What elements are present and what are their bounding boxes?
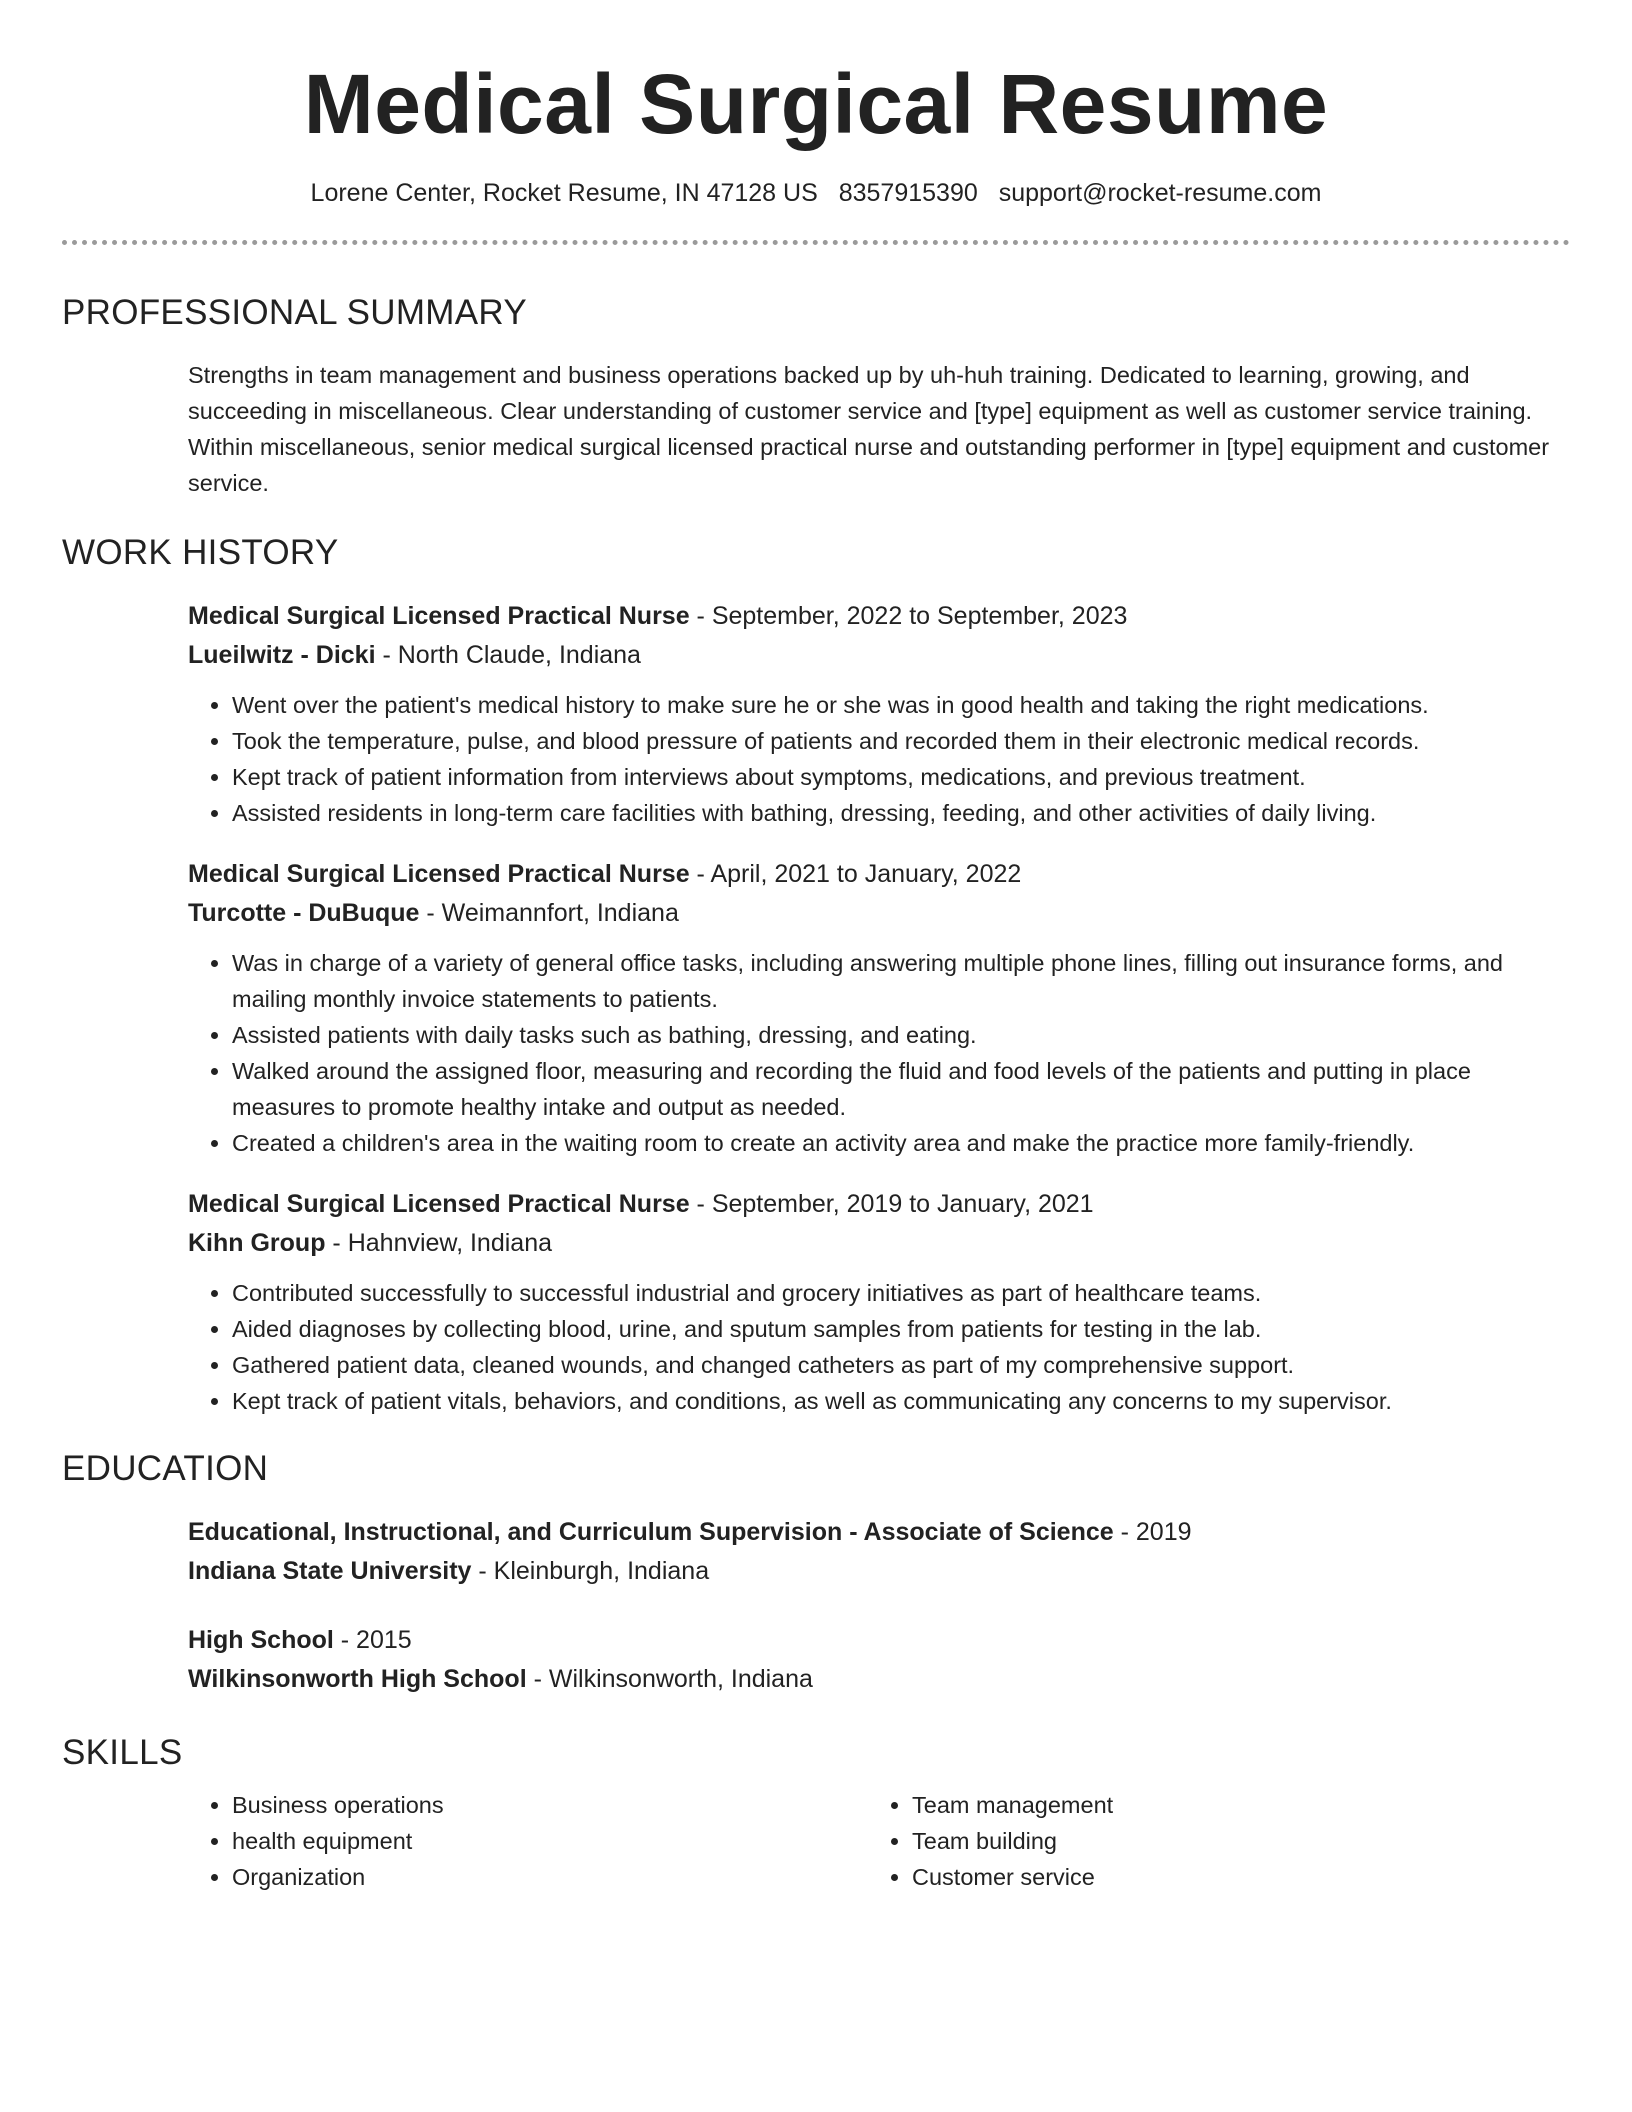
job-dates: - September, 2019 to January, 2021 xyxy=(689,1190,1094,1218)
list-item: • Team management xyxy=(912,1787,1488,1823)
list-item: • Assisted patients with daily tasks such as bathing, dressing, and eating. xyxy=(232,1017,1570,1053)
degree-name: Educational, Instructional, and Curriculum Supervision - Associate of Science xyxy=(188,1518,1114,1546)
resume-title: Medical Surgical Resume xyxy=(303,57,1329,151)
contact-email: support@rocket-resume.com xyxy=(998,179,1322,207)
job-company: Turcotte - DuBuque xyxy=(188,899,420,927)
job-role: Medical Surgical Licensed Practical Nurse xyxy=(188,1190,690,1218)
job-entry xyxy=(62,597,1570,831)
skills-heading: SKILLS xyxy=(62,1733,183,1772)
degree-line xyxy=(188,1513,1570,1552)
degree-line xyxy=(188,1621,1570,1660)
list-item: • Contributed successfully to successful industrial and grocery initiatives as part of healthcare teams. xyxy=(232,1275,1570,1311)
job-company: Kihn Group xyxy=(188,1229,326,1257)
job-location: - North Claude, Indiana xyxy=(375,641,641,669)
work-history-heading: WORK HISTORY xyxy=(62,533,339,572)
list-item: • Created a children's area in the waiting room to create an activity area and make the practice more family-friendly. xyxy=(232,1125,1570,1161)
work-history-section xyxy=(62,531,1570,1419)
list-item: • Gathered patient data, cleaned wounds, and changed catheters as part of my comprehensive support. xyxy=(232,1347,1570,1383)
skills-section xyxy=(62,1731,1570,1895)
education-entry xyxy=(62,1513,1570,1591)
job-company-line xyxy=(188,1224,1570,1263)
list-item: • Went over the patient's medical history to make sure he or she was in good health and taking the right medications. xyxy=(232,687,1570,723)
job-entry xyxy=(62,1185,1570,1419)
list-item: • Walked around the assigned floor, measuring and recording the fluid and food levels of the patients and putting in place measures to promote healthy intake and output as needed. xyxy=(232,1053,1570,1125)
school-name: Indiana State University xyxy=(188,1557,472,1585)
skills-list-right xyxy=(868,1787,1488,1895)
list-item: • Aided diagnoses by collecting blood, urine, and sputum samples from patients for testing in the lab. xyxy=(232,1311,1570,1347)
job-dates: - September, 2022 to September, 2023 xyxy=(689,602,1128,630)
job-dates: - April, 2021 to January, 2022 xyxy=(689,860,1022,888)
list-item: • Business operations xyxy=(232,1787,868,1823)
job-location: - Weimannfort, Indiana xyxy=(419,899,679,927)
contact-phone: 8357915390 xyxy=(838,179,978,207)
job-entry xyxy=(62,855,1570,1161)
list-item: • Assisted residents in long-term care facilities with bathing, dressing, feeding, and other activities of daily living. xyxy=(232,795,1570,831)
skills-list-left xyxy=(188,1787,868,1895)
summary-text: Strengths in team management and business operations backed up by uh-huh training. Dedicated to learning, growing, and succeeding in miscellaneous. Clear understanding of customer service and [type] equipment as well as customer service training. Within miscellaneous, senior medical surgical licensed practical nurse and outstanding performer in [type] equipment and customer service. xyxy=(188,362,1550,496)
school-name: Wilkinsonworth High School xyxy=(188,1665,527,1693)
degree-name: High School xyxy=(188,1626,334,1654)
list-item: • Was in charge of a variety of general office tasks, including answering multiple phone lines, filling out insurance forms, and mailing monthly invoice statements to patients. xyxy=(232,945,1570,1017)
degree-year: - 2015 xyxy=(333,1626,412,1654)
job-company: Lueilwitz - Dicki xyxy=(188,641,376,669)
list-item: • health equipment xyxy=(232,1823,868,1859)
job-title-line xyxy=(188,855,1570,894)
list-item: • Team building xyxy=(912,1823,1488,1859)
contact-line xyxy=(62,176,1570,210)
school-line xyxy=(188,1660,1570,1699)
school-location: - Kleinburgh, Indiana xyxy=(471,1557,710,1585)
school-location: - Wilkinsonworth, Indiana xyxy=(526,1665,813,1693)
list-item: • Organization xyxy=(232,1859,868,1895)
job-location: - Hahnview, Indiana xyxy=(325,1229,553,1257)
skills-columns xyxy=(62,1787,1570,1895)
list-item: • Took the temperature, pulse, and blood pressure of patients and recorded them in their electronic medical records. xyxy=(232,723,1570,759)
job-company-line xyxy=(188,636,1570,675)
job-bullets xyxy=(188,1275,1570,1419)
contact-address: Lorene Center, Rocket Resume, IN 47128 US xyxy=(310,179,818,207)
header-divider xyxy=(62,240,1570,245)
job-role: Medical Surgical Licensed Practical Nurse xyxy=(188,602,690,630)
list-item: • Customer service xyxy=(912,1859,1488,1895)
school-line xyxy=(188,1552,1570,1591)
education-section xyxy=(62,1447,1570,1699)
job-bullets xyxy=(188,687,1570,831)
education-heading: EDUCATION xyxy=(62,1449,269,1488)
job-company-line xyxy=(188,894,1570,933)
education-entry xyxy=(62,1621,1570,1699)
job-title-line xyxy=(188,1185,1570,1224)
job-role: Medical Surgical Licensed Practical Nurse xyxy=(188,860,690,888)
list-item: • Kept track of patient information from interviews about symptoms, medications, and previous treatment. xyxy=(232,759,1570,795)
list-item: • Kept track of patient vitals, behaviors, and conditions, as well as communicating any concerns to my supervisor. xyxy=(232,1383,1570,1419)
summary-heading: PROFESSIONAL SUMMARY xyxy=(62,293,527,332)
degree-year: - 2019 xyxy=(1113,1518,1192,1546)
job-bullets xyxy=(188,945,1570,1161)
job-title-line xyxy=(188,597,1570,636)
